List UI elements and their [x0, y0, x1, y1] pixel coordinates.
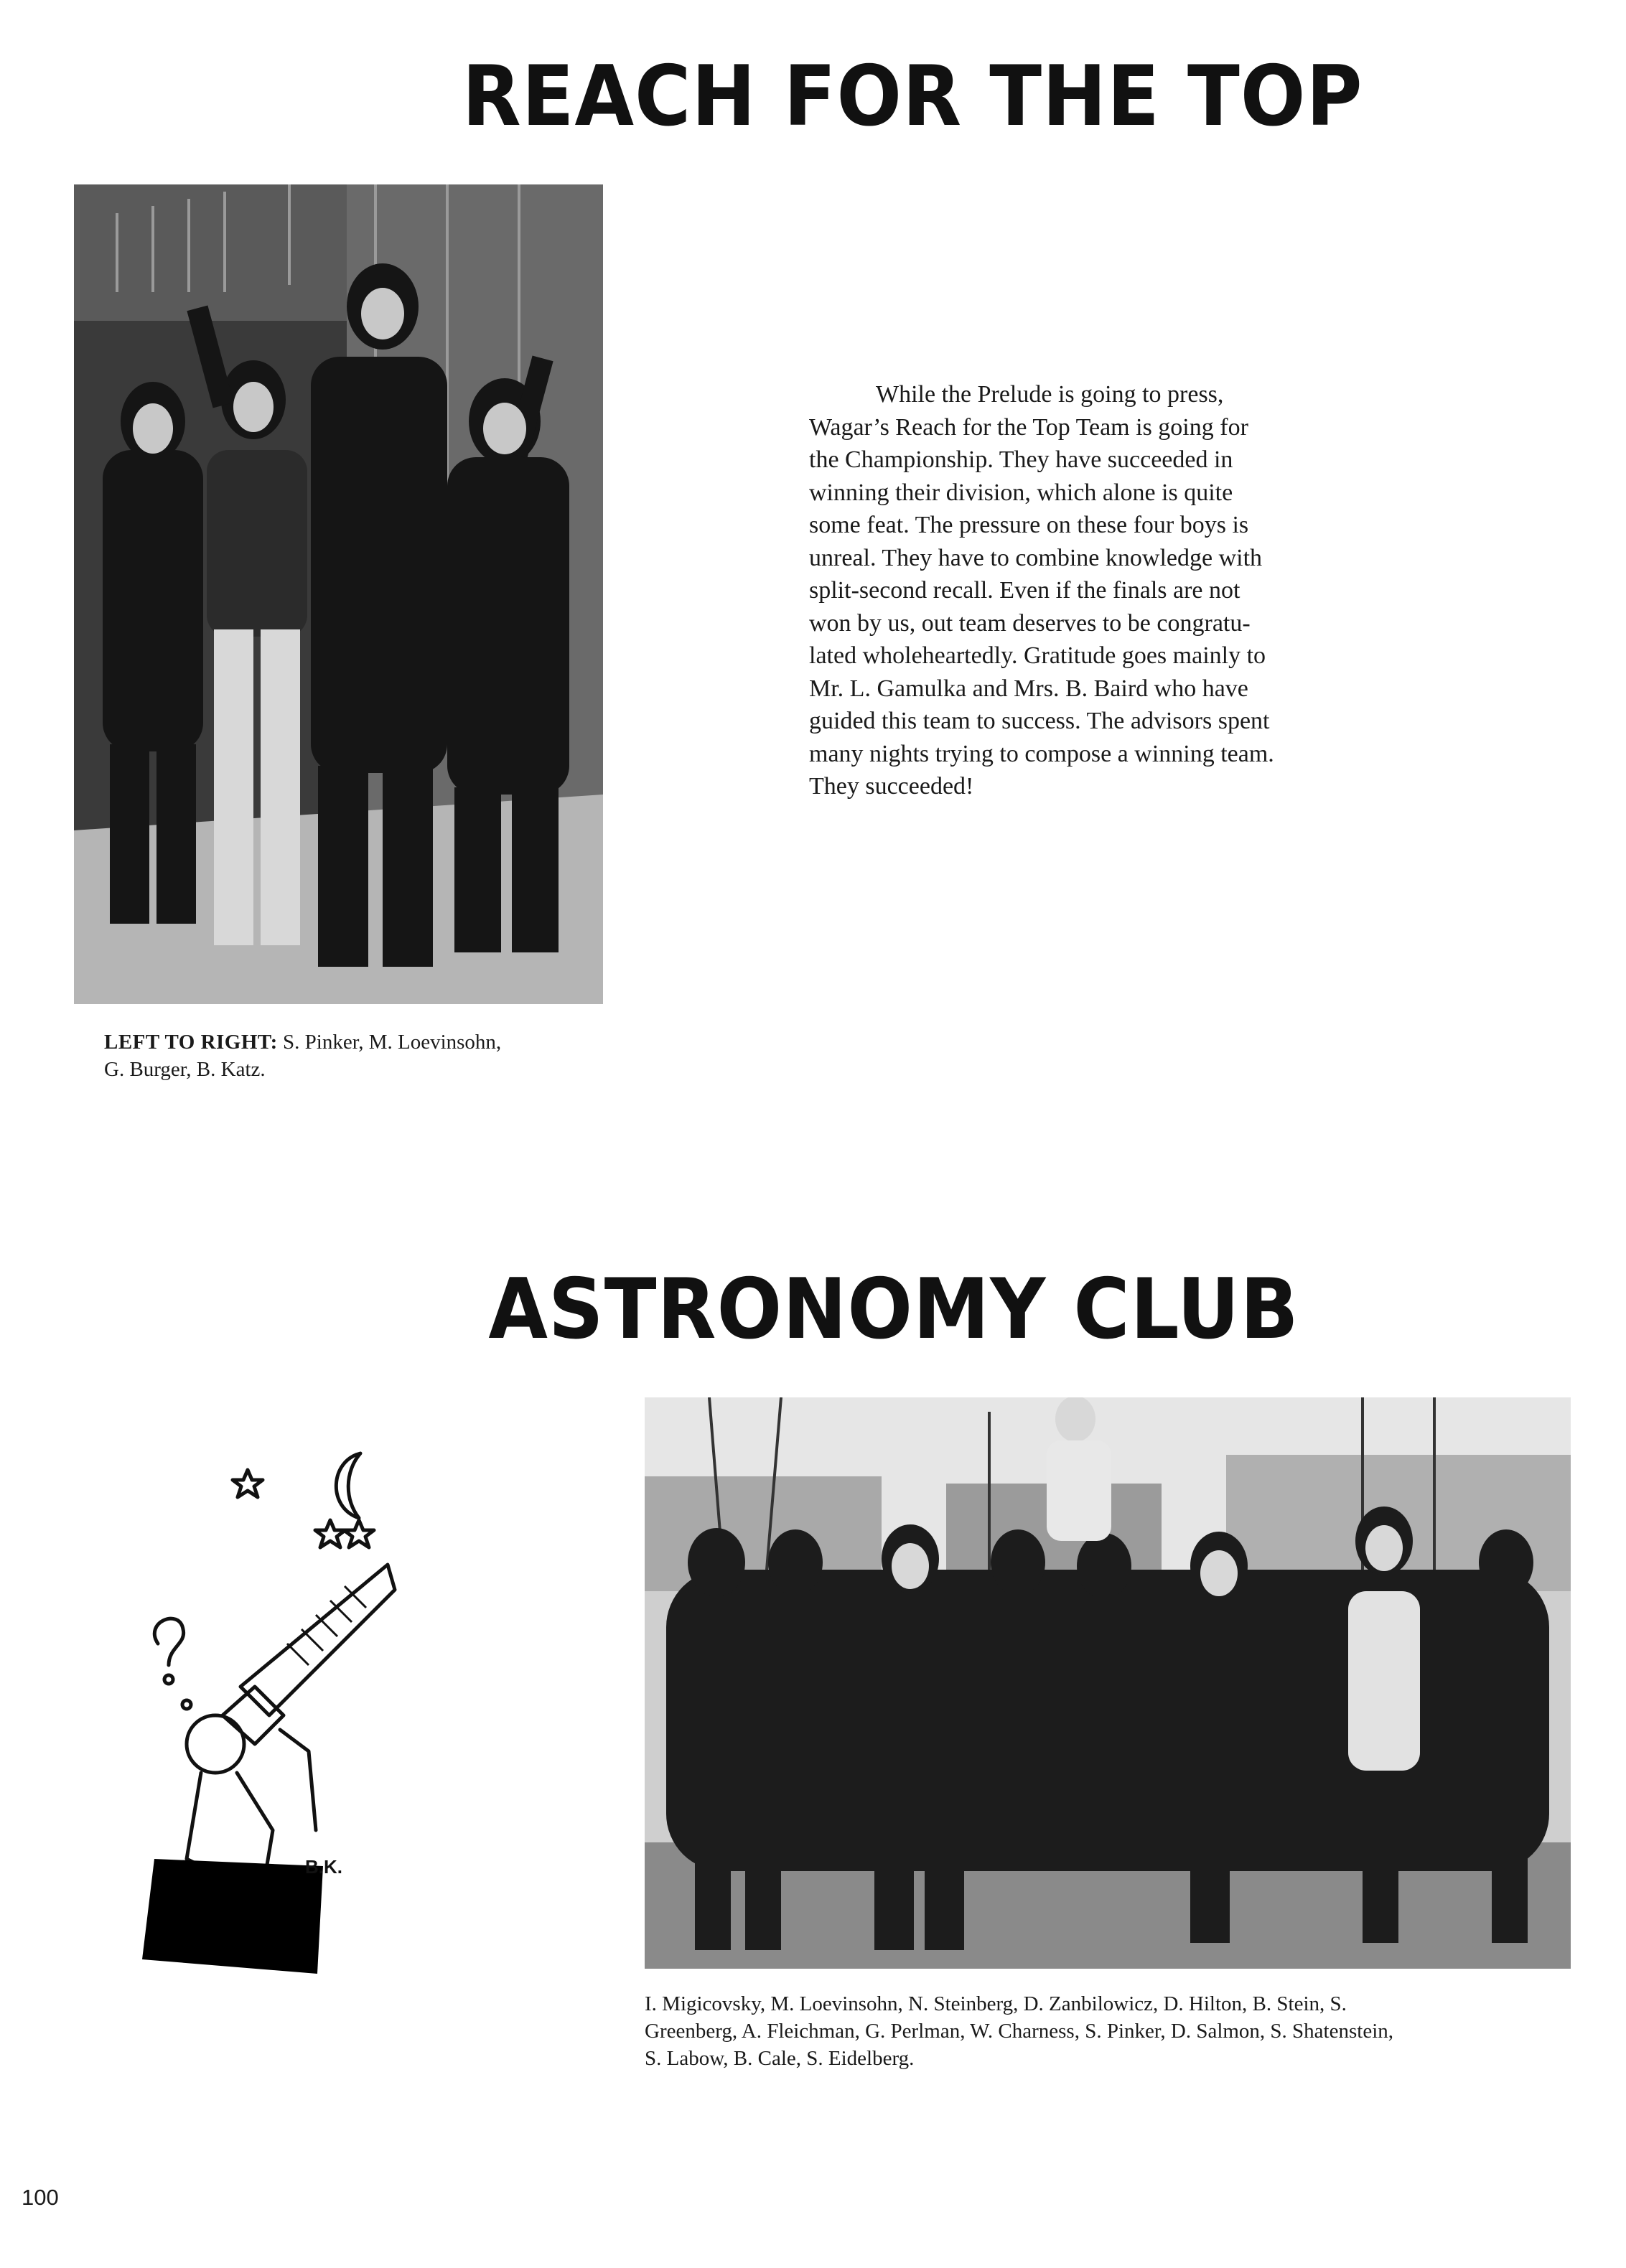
page-number: 100 [22, 2185, 59, 2210]
article-line: They succeeded! [809, 773, 974, 800]
reach-team-photo [74, 184, 603, 1004]
article-line: Mr. L. Gamulka and Mrs. B. Baird who have [809, 675, 1248, 702]
astronomy-club-caption [645, 1990, 1578, 2072]
reach-for-the-top-heading: REACH FOR THE TOP [462, 48, 1363, 145]
caption-names-line-2: G. Burger, B. Katz. [104, 1058, 266, 1081]
article-line: the Championship. They have succeeded in [809, 446, 1233, 473]
article-line: Wagar’s Reach for the Top Team is going for [809, 413, 1248, 441]
article-line: winning their division, which alone is quite [809, 479, 1233, 506]
drawing-signature: B.K. [305, 1856, 342, 1878]
caption-names-line-1: S. Pinker, M. Loevinsohn, [283, 1031, 502, 1054]
caption-names-line-2: Greenberg, A. Fleichman, G. Perlman, W. Charness, S. Pinker, D. Salmon, S. Shatenstein, [645, 2020, 1394, 2043]
article-line: lated wholeheartedly. Gratitude goes mainly to [809, 642, 1266, 669]
reach-for-the-top-article [809, 378, 1376, 803]
article-line: won by us, out team deserves to be congratu- [809, 609, 1251, 637]
caption-names-line-3: S. Labow, B. Cale, S. Eidelberg. [645, 2047, 915, 2070]
article-line: unreal. They have to combine knowledge with [809, 544, 1263, 571]
article-line: split-second recall. Even if the finals are not [809, 577, 1240, 604]
astronomy-club-heading: ASTRONOMY CLUB [488, 1261, 1299, 1358]
article-line: While the Prelude is going to press, [876, 381, 1224, 408]
caption-label: LEFT TO RIGHT: [104, 1031, 278, 1054]
reach-team-photo-image [74, 184, 603, 1004]
astronomy-club-photo [645, 1397, 1571, 1969]
caption-names-line-1: I. Migicovsky, M. Loevinsohn, N. Steinberg, D. Zanbilowicz, D. Hilton, B. Stein, S. [645, 1992, 1347, 2015]
telescope-cartoon-drawing [129, 1428, 402, 1974]
astronomy-club-photo-image [645, 1397, 1571, 1969]
article-line: guided this team to success. The advisors spent [809, 708, 1270, 734]
article-line: many nights trying to compose a winning team. [809, 740, 1274, 767]
reach-team-caption [104, 1028, 607, 1083]
article-line: some feat. The pressure on these four boys is [809, 512, 1249, 538]
telescope-cartoon-image [129, 1428, 402, 1974]
